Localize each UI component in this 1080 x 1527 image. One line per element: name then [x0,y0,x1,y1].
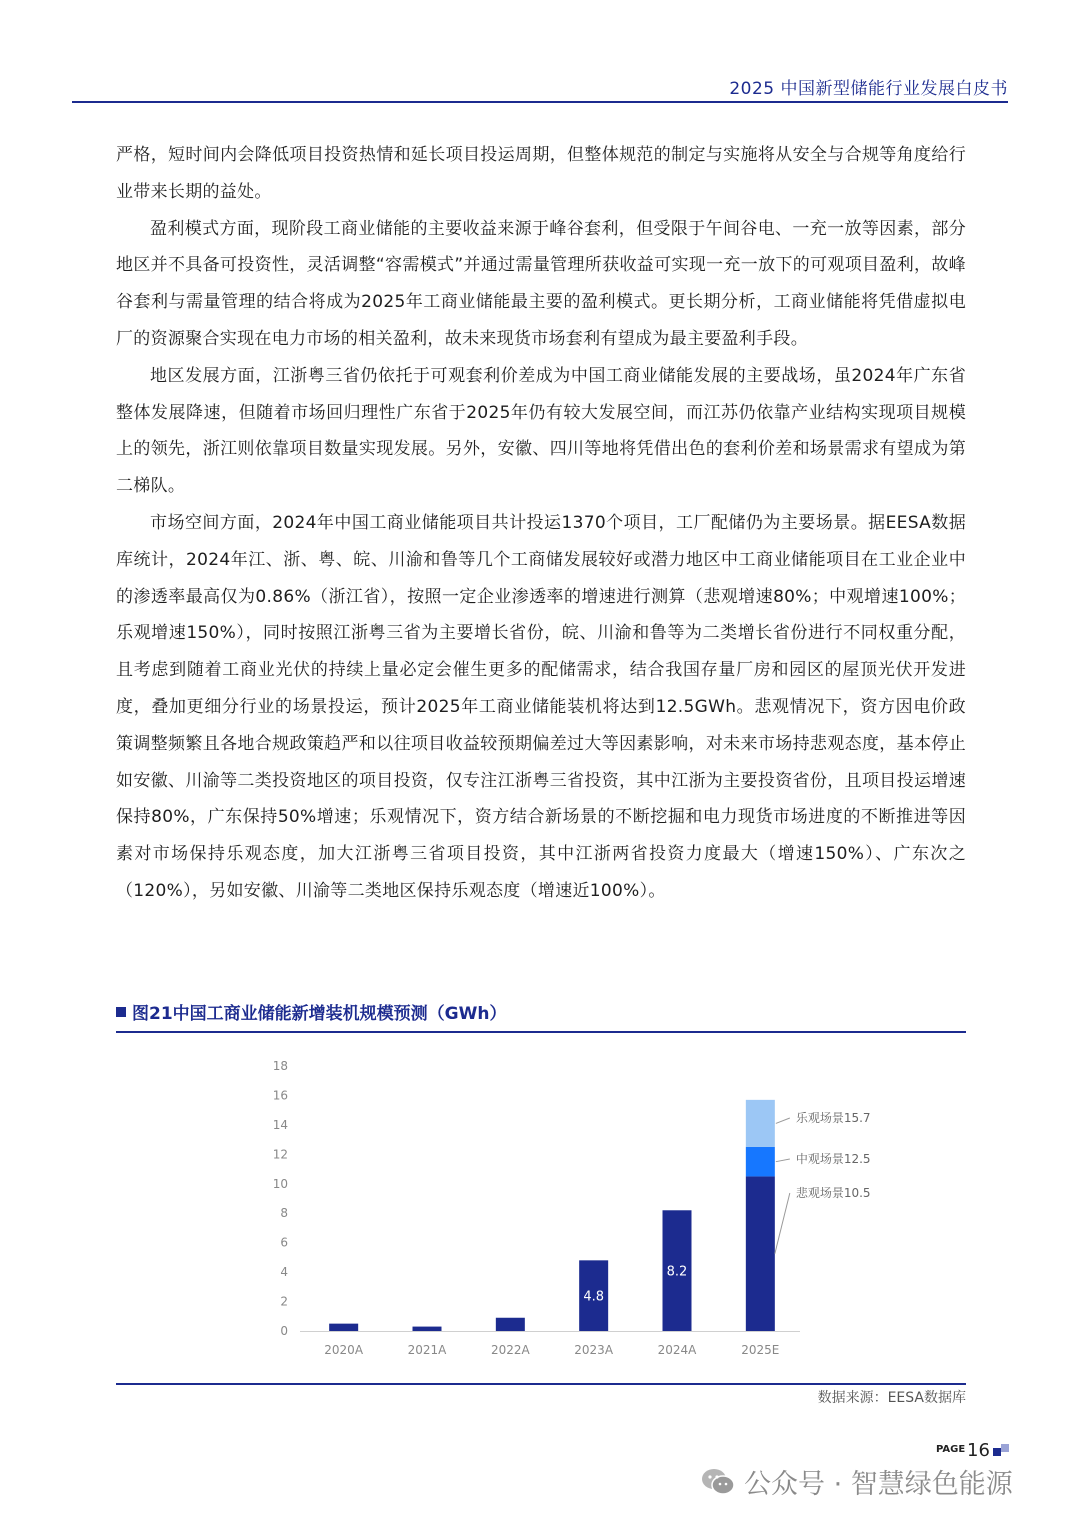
page-mark-light-icon [1001,1444,1009,1452]
y-tick-label: 16 [272,1088,288,1103]
figure-source: 数据来源：EESA数据库 [817,1390,966,1406]
y-tick-label: 8 [280,1206,288,1221]
scenario-annotation: 悲观场景10.5 [795,1186,871,1200]
x-tick-label: 2024A [657,1343,697,1357]
header-title: 2025 中国新型储能行业发展白皮书 [729,79,1008,99]
scenario-annotation: 中观场景12.5 [795,1152,871,1166]
paragraph-2: 盈利模式方面，现阶段工商业储能的主要收益来源于峰谷套利，但受限于午间谷电、一充一放等因素，部分地区并不具备可投资性，灵活调整“容需模式”并通过需量管理所获收益可实现一充一放下的可观项目盈利，故峰谷套利与需量管理的结合将成为2025年工商业储能最主要的盈利模式。更长期分析，工商业储能将凭借虚拟电厂的资源聚合实现在电力市场的相关盈利，故未来现货市场套利有望成为最主要盈利手段。 [116,218,966,349]
paragraph-3: 地区发展方面，江浙粤三省仍依托于可观套利价差成为中国工商业储能发展的主要战场，虽2024年广东省整体发展降速，但随着市场回归理性广东省于2025年仍有较大发展空间，而江苏仍依靠产业结构实现项目规模上的领先，浙江则依靠项目数量实现发展。另外，安徽、四川等地将凭借出色的套利价差和场景需求有望成为第二梯队。 [116,365,966,497]
x-tick-label: 2022A [490,1343,530,1357]
y-tick-label: 12 [272,1147,288,1162]
bar-2025E-segment-2 [746,1147,775,1176]
wechat-icon [700,1466,736,1498]
y-tick-label: 18 [272,1059,288,1073]
paragraph-4: 市场空间方面，2024年中国工商业储能项目共计投运1370个项目，工厂配储仍为主要场景。据EESA数据库统计，2024年江、浙、粤、皖、川渝和鲁等几个工商储发展较好或潜力地区中工商业储能项目在工业企业中的渗透率最高仅为0.86%（浙江省），按照一定企业渗透率的增速进行测算（悲观增速80%；中观增速100%；乐观增速150%），同时按照江浙粤三省为主要增长省份，皖、川渝和鲁等为二类增长省份进行不同权重分配，且考虑到随着工商业光伏的持续上量必定会催生更多的配储需求，结合我国存量厂房和园区的屋顶光伏开发进度，叠加更细分行业的场景投运，预计2025年工商业储能装机将达到12.5GWh。悲观情况下，资方因电价政策调整频繁且各地合规政策趋严和以往项目收益较预期偏差过大等因素影响，对未来市场持悲观态度，基本停止如安徽、川渝等二类投资地区的项目投资，仅专注江浙粤三省投资，其中江浙为主要投资省份，且项目投运增速保持80%，广东保持50%增速；乐观情况下，资方结合新场景的不断挖掘和电力现货市场进度的不断推进等因素对市场保持乐观态度，加大江浙粤三省项目投资，其中江浙两省投资力度最大（增速150%）、广东次之（120%），另如安徽、川渝等二类地区保持乐观态度（增速近100%）。 [116,512,966,901]
watermark-text: 公众号 · 智慧绿色能源 [744,1469,1013,1500]
bar [413,1327,442,1331]
y-tick-label: 4 [280,1265,288,1280]
y-tick-label: 14 [272,1117,288,1132]
page-mark-icon [993,1448,1001,1456]
y-tick-label: 10 [272,1176,288,1191]
x-tick-label: 2023A [574,1343,614,1357]
x-tick-label: 2025E [741,1343,780,1357]
y-tick-label: 0 [280,1324,288,1338]
y-tick-label: 6 [280,1235,288,1250]
bar-2025E-segment-1 [746,1176,775,1331]
scenario-annotation: 乐观场景15.7 [795,1111,871,1125]
annotation-leader-line [776,1118,790,1123]
bar-data-label: 8.2 [666,1264,688,1280]
x-tick-label: 2020A [324,1343,364,1357]
bar [329,1324,358,1331]
y-tick-label: 2 [280,1294,288,1309]
bar-data-label: 4.8 [583,1289,605,1305]
annotation-leader-line [775,1193,790,1254]
paragraph-1: 严格，短时间内会降低项目投资热情和延长项目投运周期，但整体规范的制定与实施将从安全与合规等角度给行业带来长期的益处。 [116,145,966,202]
x-tick-label: 2021A [407,1343,447,1357]
figure-title-text: 图21中国工商业储能新增装机规模预测（GWh） [132,1004,507,1024]
page-label: PAGE [936,1444,966,1455]
bar [496,1318,525,1331]
watermark [700,1462,1013,1501]
annotation-leader-line [776,1159,790,1162]
page-number: 16 [967,1440,990,1461]
figure-bottom-rule [116,1383,966,1385]
bar-2025E-segment-3 [746,1100,775,1147]
